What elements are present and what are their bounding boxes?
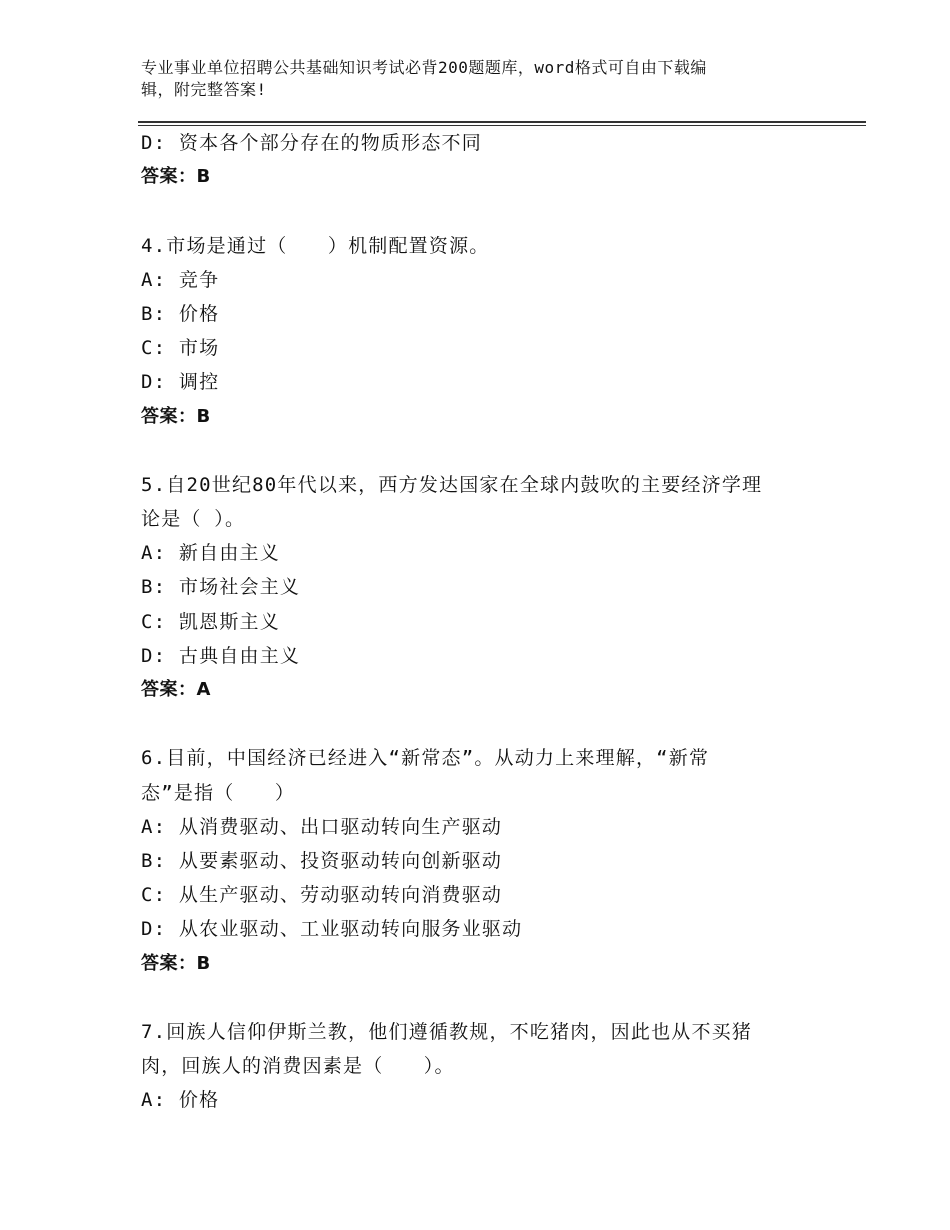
question-6: 6.目前，中国经济已经进入“新常态”。从动力上来理解，“新常 <box>141 747 710 770</box>
question-5-continued: 论是（ ）。 <box>141 508 246 531</box>
option-c: C: 凯恩斯主义 <box>141 610 280 633</box>
option-a: A: 竞争 <box>141 268 220 291</box>
option-a: A: 价格 <box>141 1089 220 1112</box>
spacer <box>141 707 821 741</box>
question-7: 7.回族人信仰伊斯兰教，他们遵循教规，不吃猪肉，因此也从不买猪 <box>141 1020 753 1043</box>
spacer <box>141 194 821 228</box>
answer: 答案：A <box>141 679 211 700</box>
question-7-continued: 肉，回族人的消费因素是（ ）。 <box>141 1055 455 1078</box>
question-6-continued: 态”是指（ ） <box>141 781 296 804</box>
option-c: C: 市场 <box>141 337 220 360</box>
page-header <box>141 57 791 101</box>
answer: 答案：B <box>141 952 211 974</box>
option-b: B: 从要素驱动、投资驱动转向创新驱动 <box>141 849 503 872</box>
option-d: D: 调控 <box>141 371 220 394</box>
question-content <box>141 126 821 1117</box>
spacer <box>141 981 821 1015</box>
answer: 答案：B <box>141 166 211 188</box>
question-4: 4.市场是通过（ ）机制配置资源。 <box>141 234 490 257</box>
option-a: A: 新自由主义 <box>141 542 280 565</box>
option-b: B: 价格 <box>141 302 220 325</box>
answer: 答案：B <box>141 405 211 427</box>
option-d: D: 从农业驱动、工业驱动转向服务业驱动 <box>141 918 523 941</box>
spacer <box>141 434 821 468</box>
option-c: C: 从生产驱动、劳动驱动转向消费驱动 <box>141 884 503 907</box>
option-a: A: 从消费驱动、出口驱动转向生产驱动 <box>141 815 503 838</box>
header-line-1: 专业事业单位招聘公共基础知识考试必背200题题库，word格式可自由下载编 <box>141 58 707 77</box>
header-line-2: 辑，附完整答案! <box>141 80 267 99</box>
option-d: D: 古典自由主义 <box>141 644 301 667</box>
option-b: B: 市场社会主义 <box>141 576 301 599</box>
option-d: D: 资本各个部分存在的物质形态不同 <box>141 132 482 154</box>
header-divider-thick <box>138 121 866 123</box>
question-5: 5.自20世纪80年代以来，西方发达国家在全球内鼓吹的主要经济学理 <box>141 473 763 496</box>
